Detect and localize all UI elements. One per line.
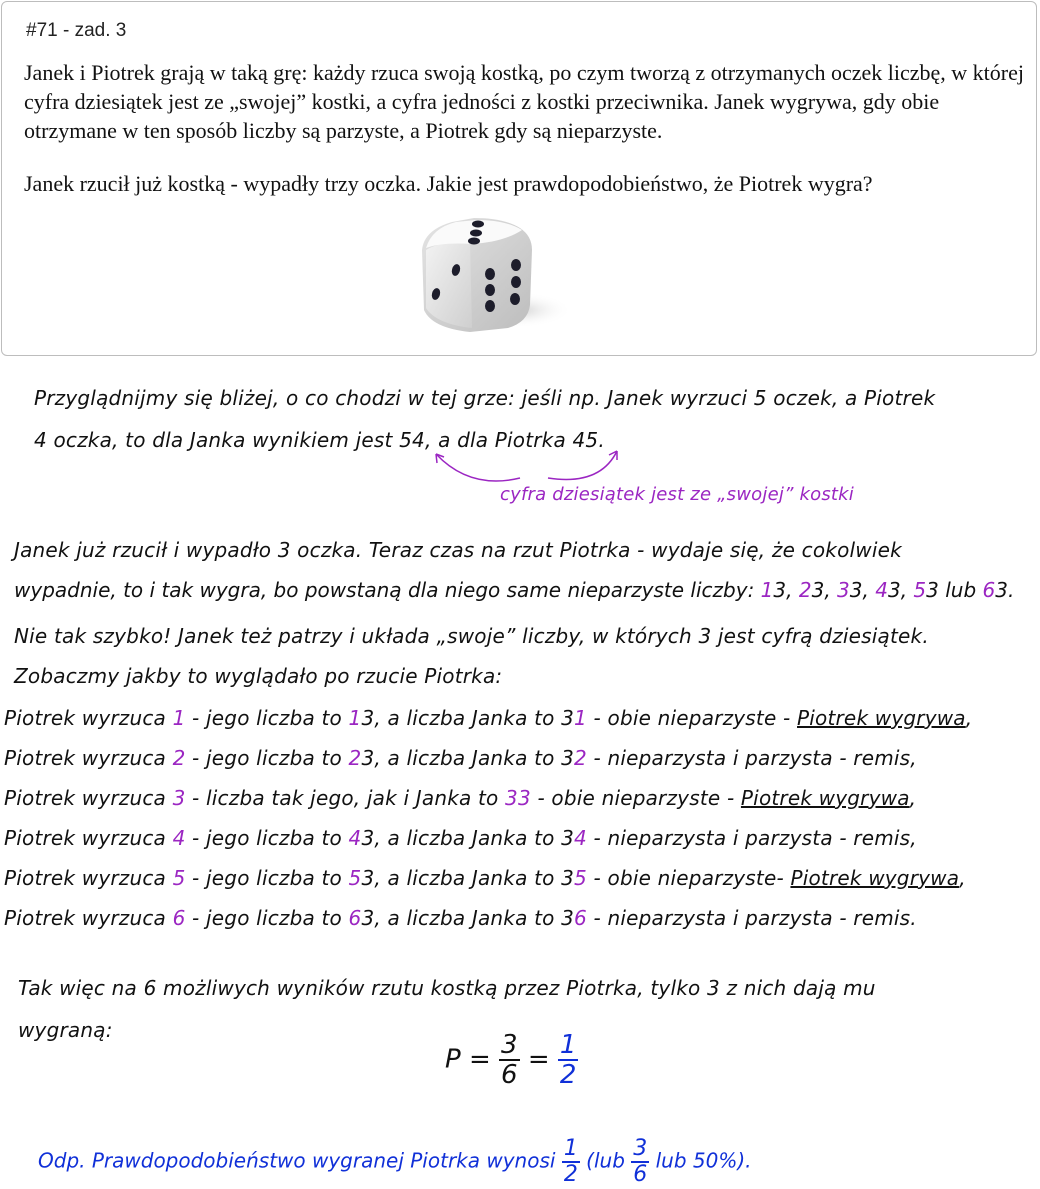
para2-line-4: Zobaczmy jakby to wyglądało po rzucie Piotrka: bbox=[14, 664, 503, 688]
case-text: - obie nieparzyste - bbox=[586, 706, 798, 730]
num-3-units: 3 bbox=[849, 578, 863, 602]
case-text: , bbox=[965, 706, 973, 730]
task-id: #71 - zad. 3 bbox=[26, 20, 127, 41]
num-6-units: 3 bbox=[995, 578, 1009, 602]
case-row bbox=[4, 906, 917, 930]
roll-value: 1 bbox=[574, 706, 587, 730]
case-text: 3, a liczba Janka to 3 bbox=[361, 826, 575, 850]
case-text: - nieparzysta i parzysta - remis, bbox=[586, 826, 917, 850]
sep: , bbox=[786, 578, 799, 602]
summary-line-2: wygraną: bbox=[18, 1018, 113, 1042]
case-text: - jego liczba to bbox=[185, 866, 349, 890]
intro-line-2-c: . bbox=[598, 428, 605, 452]
num-6-tens: 6 bbox=[982, 578, 996, 602]
annotation-label: cyfra dziesiątek jest ze „swojej” kostki bbox=[500, 484, 855, 505]
fraction-3-6 bbox=[499, 1032, 520, 1088]
para2-line-2-text: wypadnie, to i tak wygra, bo powstaną dla niego same nieparzyste liczby: bbox=[14, 578, 761, 602]
numerator: 1 bbox=[563, 1136, 578, 1161]
formula-p: P bbox=[445, 1044, 461, 1075]
case-row bbox=[4, 746, 917, 770]
case-row bbox=[4, 866, 966, 890]
case-text: 3, a liczba Janka to 3 bbox=[361, 866, 575, 890]
arrow-right bbox=[548, 451, 617, 479]
roll-value: 4 bbox=[348, 826, 362, 850]
denominator: 6 bbox=[633, 1162, 648, 1187]
roll-value: 4 bbox=[574, 826, 587, 850]
case-text: Piotrek wyrzuca bbox=[4, 826, 173, 850]
numerator: 3 bbox=[633, 1136, 648, 1161]
end: . bbox=[1008, 578, 1015, 602]
roll-value: 6 bbox=[574, 906, 587, 930]
arrow-left bbox=[436, 454, 520, 481]
answer-mid: (lub bbox=[579, 1148, 632, 1173]
lub: lub bbox=[938, 578, 983, 602]
roll-value: 6 bbox=[172, 906, 186, 930]
num-5-tens: 5 bbox=[913, 578, 927, 602]
formula-eq: = bbox=[527, 1044, 550, 1075]
denominator: 2 bbox=[559, 1060, 577, 1090]
num-4-units: 3 bbox=[887, 578, 901, 602]
example-number-janek: 54 bbox=[399, 428, 425, 452]
case-text: - jego liczba to bbox=[185, 906, 349, 930]
num-5-units: 3 bbox=[926, 578, 939, 602]
answer-prefix: Odp. Prawdopodobieństwo wygranej Piotrka wynosi bbox=[38, 1148, 562, 1173]
numerator: 1 bbox=[559, 1030, 577, 1060]
sep: , bbox=[824, 578, 838, 602]
roll-value: 4 bbox=[172, 826, 186, 850]
num-2-units: 3 bbox=[811, 578, 825, 602]
answer-fraction-3-6 bbox=[631, 1138, 649, 1186]
roll-value: 5 bbox=[348, 866, 362, 890]
intro-line-1: Przyglądnijmy się bliżej, o co chodzi w tej grze: jeśli np. Janek wyrzuci 5 oczek, a Piotrek bbox=[34, 386, 936, 410]
para2-line-2 bbox=[14, 578, 1014, 602]
numerator: 3 bbox=[501, 1030, 518, 1060]
formula-eq: = bbox=[468, 1044, 491, 1075]
case-text: - nieparzysta i parzysta - remis, bbox=[586, 746, 917, 770]
para2-line-3: Nie tak szybko! Janek też patrzy i układa „swoje” liczby, w których 3 jest cyfrą dziesiątek. bbox=[14, 624, 929, 648]
case-text: - nieparzysta i parzysta - remis. bbox=[586, 906, 917, 930]
answer-suffix: lub 50%). bbox=[649, 1148, 752, 1173]
winner-label: Piotrek wygrywa bbox=[740, 786, 910, 810]
roll-value: 2 bbox=[172, 746, 186, 770]
annotation-arrows bbox=[0, 0, 1040, 520]
task-paragraph-1: Janek i Piotrek grają w taką grę: każdy rzuca swoją kostką, po czym tworzą z otrzymanych oczek liczbę, w której cyfra dziesiątek jest ze „swojej” kostki, a cyfra jedności z kostki przeciwnika. Janek wygrywa, gdy obie otrzymane w ten sposób liczby są parzyste, a Piotrek gdy są nieparzyste. bbox=[24, 60, 1024, 143]
roll-value: 6 bbox=[348, 906, 362, 930]
case-text: - jego liczba to bbox=[185, 746, 349, 770]
num-3-tens: 3 bbox=[837, 578, 850, 602]
case-text: 3, a liczba Janka to 3 bbox=[361, 906, 575, 930]
roll-value: 33 bbox=[505, 786, 531, 810]
winner-label: Piotrek wygrywa bbox=[790, 866, 960, 890]
sep: , bbox=[900, 578, 914, 602]
fraction-1-2 bbox=[558, 1032, 579, 1088]
case-text: Piotrek wyrzuca bbox=[4, 746, 173, 770]
roll-value: 3 bbox=[172, 786, 186, 810]
case-text: 3, a liczba Janka to 3 bbox=[361, 746, 575, 770]
roll-value: 5 bbox=[574, 866, 587, 890]
roll-value: 5 bbox=[172, 866, 186, 890]
case-text: 3, a liczba Janka to 3 bbox=[361, 706, 575, 730]
answer-line bbox=[38, 1138, 752, 1186]
case-row bbox=[4, 786, 916, 810]
case-text: Piotrek wyrzuca bbox=[4, 706, 173, 730]
case-text: - obie nieparzyste - bbox=[530, 786, 741, 810]
denominator: 6 bbox=[501, 1060, 518, 1090]
case-text: , bbox=[959, 866, 966, 890]
para2-line-1: Janek już rzucił i wypadło 3 oczka. Teraz czas na rzut Piotrka - wydaje się, że cokolwiek bbox=[14, 538, 902, 562]
example-number-piotrek: 45 bbox=[572, 428, 599, 452]
case-text: Piotrek wyrzuca bbox=[4, 906, 173, 930]
winner-label: Piotrek wygrywa bbox=[797, 706, 966, 730]
probability-formula bbox=[445, 1032, 578, 1088]
task-paragraph-2: Janek rzucił już kostką - wypadły trzy oczka. Jakie jest prawdopodobieństwo, że Piotrek wygra? bbox=[24, 171, 873, 196]
num-1-tens: 1 bbox=[760, 578, 774, 602]
case-text: - jego liczba to bbox=[185, 706, 349, 730]
summary-line-1: Tak więc na 6 możliwych wyników rzutu kostką przez Piotrka, tylko 3 z nich dają mu bbox=[18, 976, 876, 1000]
num-4-tens: 4 bbox=[875, 578, 888, 602]
answer-fraction-1-2 bbox=[562, 1138, 580, 1186]
case-row bbox=[4, 826, 917, 850]
intro-line-2-a: 4 oczka, to dla Janka wynikiem jest bbox=[34, 428, 400, 452]
case-text: - liczba tak jego, jak i Janka to bbox=[185, 786, 506, 810]
case-text: Piotrek wyrzuca bbox=[4, 786, 173, 810]
case-text: - obie nieparzyste- bbox=[586, 866, 791, 890]
case-text: - jego liczba to bbox=[185, 826, 349, 850]
roll-value: 1 bbox=[348, 706, 362, 730]
case-row bbox=[4, 706, 972, 730]
case-text: , bbox=[909, 786, 917, 810]
roll-value: 2 bbox=[348, 746, 362, 770]
denominator: 2 bbox=[563, 1162, 578, 1187]
num-1-units: 3 bbox=[773, 578, 787, 602]
case-text: Piotrek wyrzuca bbox=[4, 866, 173, 890]
roll-value: 2 bbox=[574, 746, 587, 770]
roll-value: 1 bbox=[172, 706, 186, 730]
sep: , bbox=[862, 578, 876, 602]
num-2-tens: 2 bbox=[798, 578, 812, 602]
intro-line-2-b: , a dla Piotrka bbox=[424, 428, 573, 452]
